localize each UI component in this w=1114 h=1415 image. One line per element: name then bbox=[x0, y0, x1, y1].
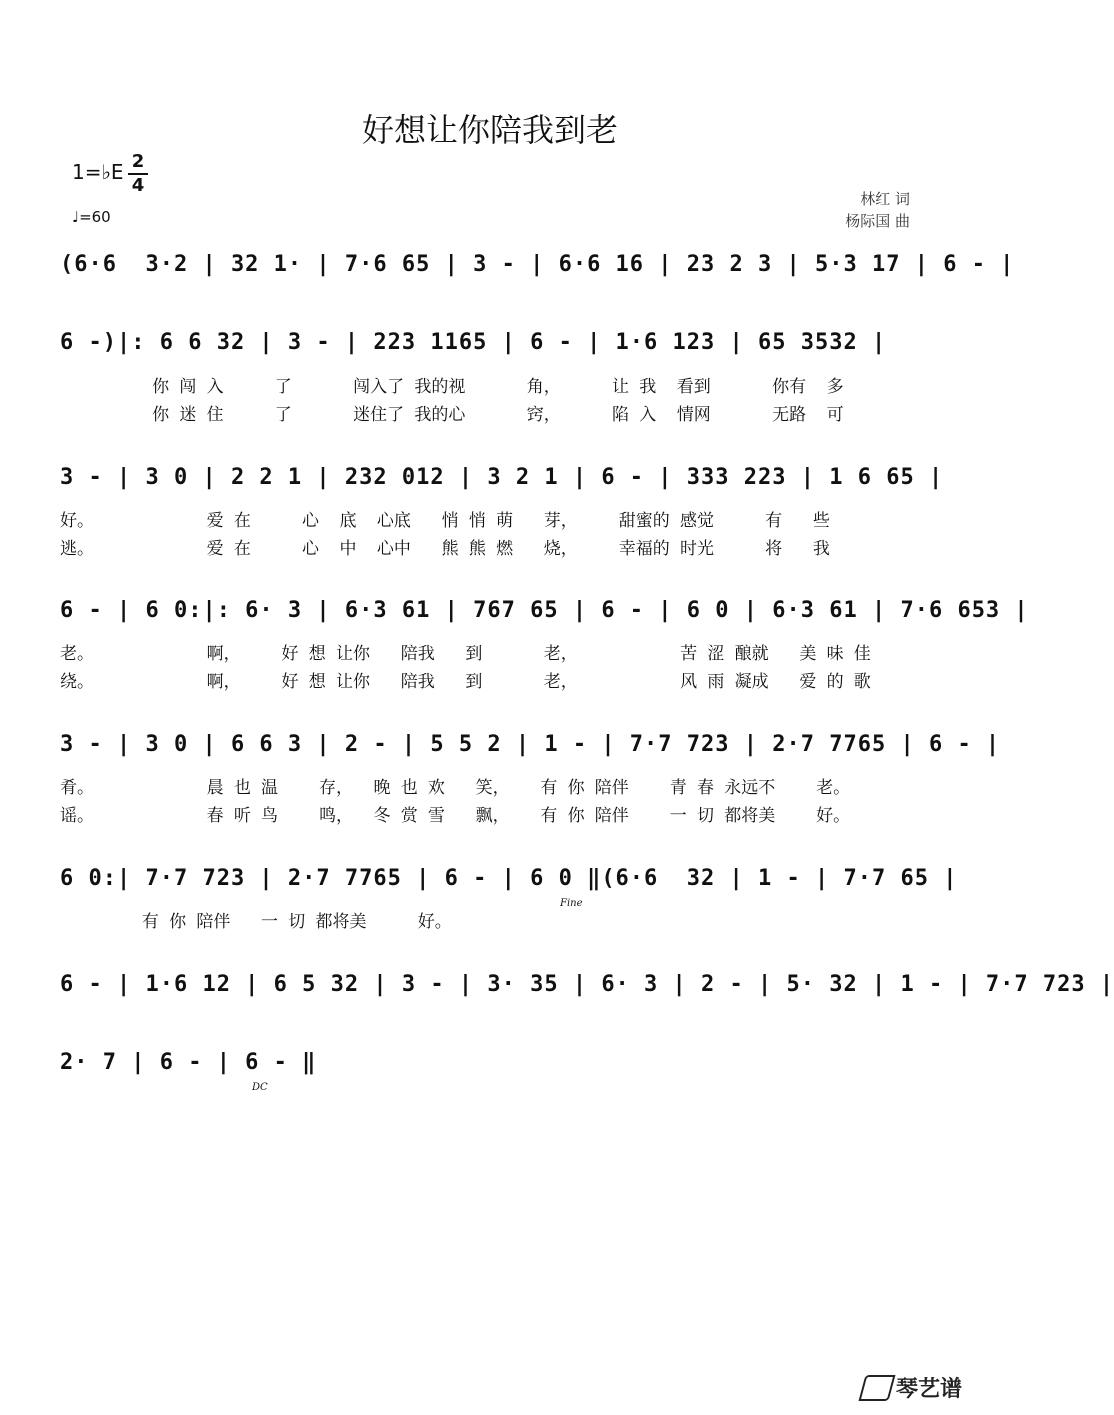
notes-line: 2· 7 | 6 - | 6 - ‖ bbox=[60, 1050, 317, 1075]
time-signature-bottom: 4 bbox=[131, 175, 145, 196]
lyrics-verse-2: 逃。 爱 在 心 中 心中 熊 熊 燃 烧， 幸福的 时光 将 我 bbox=[60, 539, 830, 559]
dc-marking: DC bbox=[252, 1082, 268, 1093]
tempo-marking: ♩=60 bbox=[72, 208, 111, 226]
key-signature: 1=♭E bbox=[72, 160, 124, 184]
time-signature-top: 2 bbox=[131, 151, 145, 172]
lyrics-verse-2: 你 迷 住 了 迷住了 我的心 窍， 陷 入 情网 无路 可 bbox=[60, 405, 844, 425]
notes-line: 6 - | 6 0:|: 6· 3 | 6·3 61 | 767 65 | 6 - | 6 0 | 6·3 61 | 7·6 653 | bbox=[60, 598, 1029, 623]
notes-line: 6 -)|: 6 6 32 | 3 - | 223 1165 | 6 - | 1·6 123 | 65 3532 | bbox=[60, 330, 887, 355]
notes-line: 3 - | 3 0 | 2 2 1 | 232 012 | 3 2 1 | 6 - | 333 223 | 1 6 65 | bbox=[60, 465, 944, 490]
song-title: 好想让你陪我到老 bbox=[361, 111, 618, 149]
notes-line: 6 0:| 7·7 723 | 2·7 7765 | 6 - | 6 0 ‖(6·6 32 | 1 - | 7·7 65 | bbox=[60, 866, 958, 891]
site-logo bbox=[862, 1372, 962, 1403]
lyrics-verse-1: 有 你 陪伴 一 切 都将美 好。 bbox=[60, 912, 452, 932]
lyrics-verse-1: 肴。 晨 也 温 存， 晚 也 欢 笑， 有 你 陪伴 青 春 永远不 老。 bbox=[60, 778, 851, 798]
lyrics-verse-1: 老。 啊， 好 想 让你 陪我 到 老， 苦 涩 酿就 美 味 佳 bbox=[60, 644, 871, 664]
lyricist-credit: 林红 词 bbox=[860, 190, 910, 208]
composer-credit: 杨际国 曲 bbox=[845, 212, 910, 230]
lyrics-verse-2: 绕。 啊， 好 想 让你 陪我 到 老， 风 雨 凝成 爱 的 歌 bbox=[60, 672, 871, 692]
lyrics-verse-1: 你 闯 入 了 闯入了 我的视 角， 让 我 看到 你有 多 bbox=[60, 377, 844, 397]
notes-line: (6·6 3·2 | 32 1· | 7·6 65 | 3 - | 6·6 16 | 23 2 3 | 5·3 17 | 6 - | bbox=[60, 252, 1015, 277]
lyrics-verse-2: 谣。 春 听 鸟 鸣， 冬 赏 雪 飘， 有 你 陪伴 一 切 都将美 好。 bbox=[60, 806, 851, 826]
notes-line: 3 - | 3 0 | 6 6 3 | 2 - | 5 5 2 | 1 - | 7·7 723 | 2·7 7765 | 6 - | bbox=[60, 732, 1001, 757]
logo-text: 琴艺谱 bbox=[895, 1377, 962, 1402]
logo-icon bbox=[859, 1375, 896, 1401]
fine-marking: Fine bbox=[560, 898, 583, 909]
time-signature bbox=[128, 152, 148, 196]
lyrics-verse-1: 好。 爱 在 心 底 心底 悄 悄 萌 芽， 甜蜜的 感觉 有 些 bbox=[60, 511, 830, 531]
notes-line: 6 - | 1·6 12 | 6 5 32 | 3 - | 3· 35 | 6· 3 | 2 - | 5· 32 | 1 - | 7·7 723 | bbox=[60, 972, 1114, 997]
